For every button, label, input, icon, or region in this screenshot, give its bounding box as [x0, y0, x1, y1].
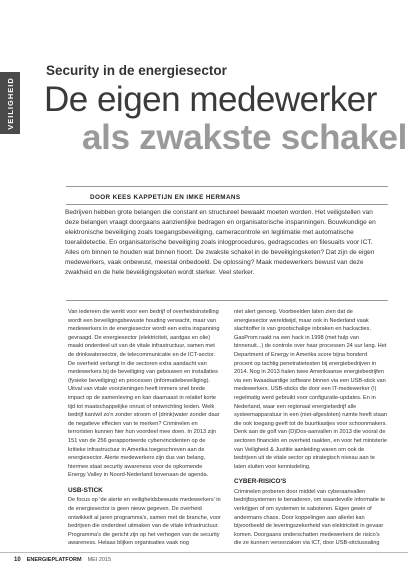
- page-number: 10: [14, 557, 21, 563]
- body-paragraph: De focus op 'de alerte en veiligheidsbewuste medewerkers' in de energiesector is geen nieuw gegeven. De overheid ontwikkelt al jaren programma's, samen met de branche, voor bedrijven die onderdeel uitmaken van de vitale infrastructuur. Programma's die gericht zijn op het verhogen van de security awareness. Helaas blijken organisaties vaak nog: [68, 497, 221, 547]
- page-footer: [14, 557, 111, 563]
- subheading-usb-stick: USB-STICK: [68, 486, 103, 494]
- body-column-2: [234, 308, 387, 548]
- intro-paragraph: Bedrijven hebben grote belangen die constant en structureel bewaakt moeten worden. Het veiligstellen van deze belangen vraagt doorgaans aanzienlijke bedragen en organisatorische inspanningen. Bouwkundige en elektronische beveiliging zoals toegangsbeveiliging, cameracontrole en legitimatie met automatische toeraildetectie. En organisatorische beveiliging zoals inlogprocedures, gedragscodes en filesuaits voor ICT. Alles om binnen te houden wat binnen hoort. De zwakste schakel in de beveiligingsketen? Dat zijn de eigen medewerkers, vaak onbewust, meestal onbedoeld. De oplossing? Maak medewerkers bewust van deze zwakheid en de hele beveiligingsketen wordt sterker. Veel sterker.: [65, 209, 376, 276]
- byline-rule-top: [66, 186, 388, 187]
- body-paragraph: Van iedereen die werkt voor een bedrijf of overheidsinstelling wordt een beveiligingsbewuste houding verwacht, maar van medewerkers in de energiesector wordt een extra inspanning gevraagd. De energiesector (elektriciteit, aardgas en olie) maakt onderdeel uit van de vitale infrastructuur, samen met de drinkwatersector, de telecommunicatie en de ICT-sector. De overheid verlangt in die sectoren extra aandacht van medewerkers bij de beveiliging van gebouwen en installaties (fysieke beveiliging) en processen (informatiebeveiliging). Uitval van vitale voorzieningen heeft immers snel brede impact op de samenleving en kan daarnaast in relatief korte tijd tot maatschappelijke onrust of ontwrichting leiden. Welk bedrijf kan/wil zo'n zonder stroom of (drink)water zonder daar de negatieve effecten van te merken? Criminelen en terroristen kunnen hier hun voordeel mee doen. In 2013 zijn 151 van de 256 gerapporteerde cybervincidenten op de kritieke infrastructuur in Amerika toegeschreven aan de energiesector. Alerte medewerkers zijn dus van belang, hiermee staat security awareness voor de opkomende Energy Valley in Noord-Nederland bovenaan de agenda.: [68, 309, 220, 479]
- magazine-name: ENERGIEPLATFORM: [26, 557, 82, 563]
- kicker: Security in de energiesector: [46, 63, 227, 78]
- body-paragraph: niet alert genoeg. Voorbeelden laten zien dat de energiesector wereldwijd, maar ook in Nederland vaak slachtoffer is van grootschalige inbraken en hackacties. GasProm raakt na een hack in 1998 (met hulp van binnenuit...) de controle over haar processen 24 uur lang. Het Department of Energy in Amerika score bijna honderd procent op tachtig penetratietesten bij energiebedrijven in 2014. Nog in 2013 halen twee Amerikaanse energiebedrijfen via een kwaadaardige software binnen via een USB-stick van medewerkers. USB-sticks die door een IT-medewerker (!) regelmatig werd gebruikt voor configuratie-updates. En in Nederland, waar een regionaal energiebedrijf alle systeemapparatuur in een (niet-afgesloten) ruimte heeft staan die ook toegang geeft tot de buurtkastjes voor schoonmakers. Denk aan de golf van (D)Dos-aanvallen in 2013 die vooral de sectoren financiën en overheid raakten, en voor het ministerie van Veiligheid & Justitie aanleiding waren om ook de bedrijven uit de vitale sector op strategisch niveau aan te laten sluiten voor kennisdeling.: [234, 309, 387, 470]
- section-tab-label: VEILIGHEID: [5, 76, 15, 130]
- intro-rule: [66, 300, 388, 301]
- footer-rule: [0, 552, 408, 553]
- body-column-1: [68, 308, 221, 548]
- headline-line-2: als zwakste schakel: [82, 118, 408, 157]
- subheading-cyber-risicos: CYBER-RISICO'S: [234, 478, 287, 486]
- issue-date: MEI 2015: [87, 557, 112, 563]
- byline: DOOR KEES KAPPETIJN EN IMKE HERMANS: [90, 194, 241, 201]
- byline-rule-bottom: [66, 204, 388, 205]
- body-paragraph: Criminelen proberen door middel van cyberaanvallen bedrijfssystemen te benaderen, om waardevolle informatie te verkrijgen of om systemen te saboteren. Eigen gewin of andermans chaos. Door koppelingen aan allerlei kan bijvoorbeeld de leveringszekerheid van elektriciteit in gevaar komen. Doorgaans onderschatten medewerkers de risico's die ze kunnen veroorzaken via ICT, door USB-sitctussaling: [234, 488, 386, 547]
- headline-line-1: De eigen medewerker: [44, 80, 377, 119]
- section-tab: [0, 72, 20, 134]
